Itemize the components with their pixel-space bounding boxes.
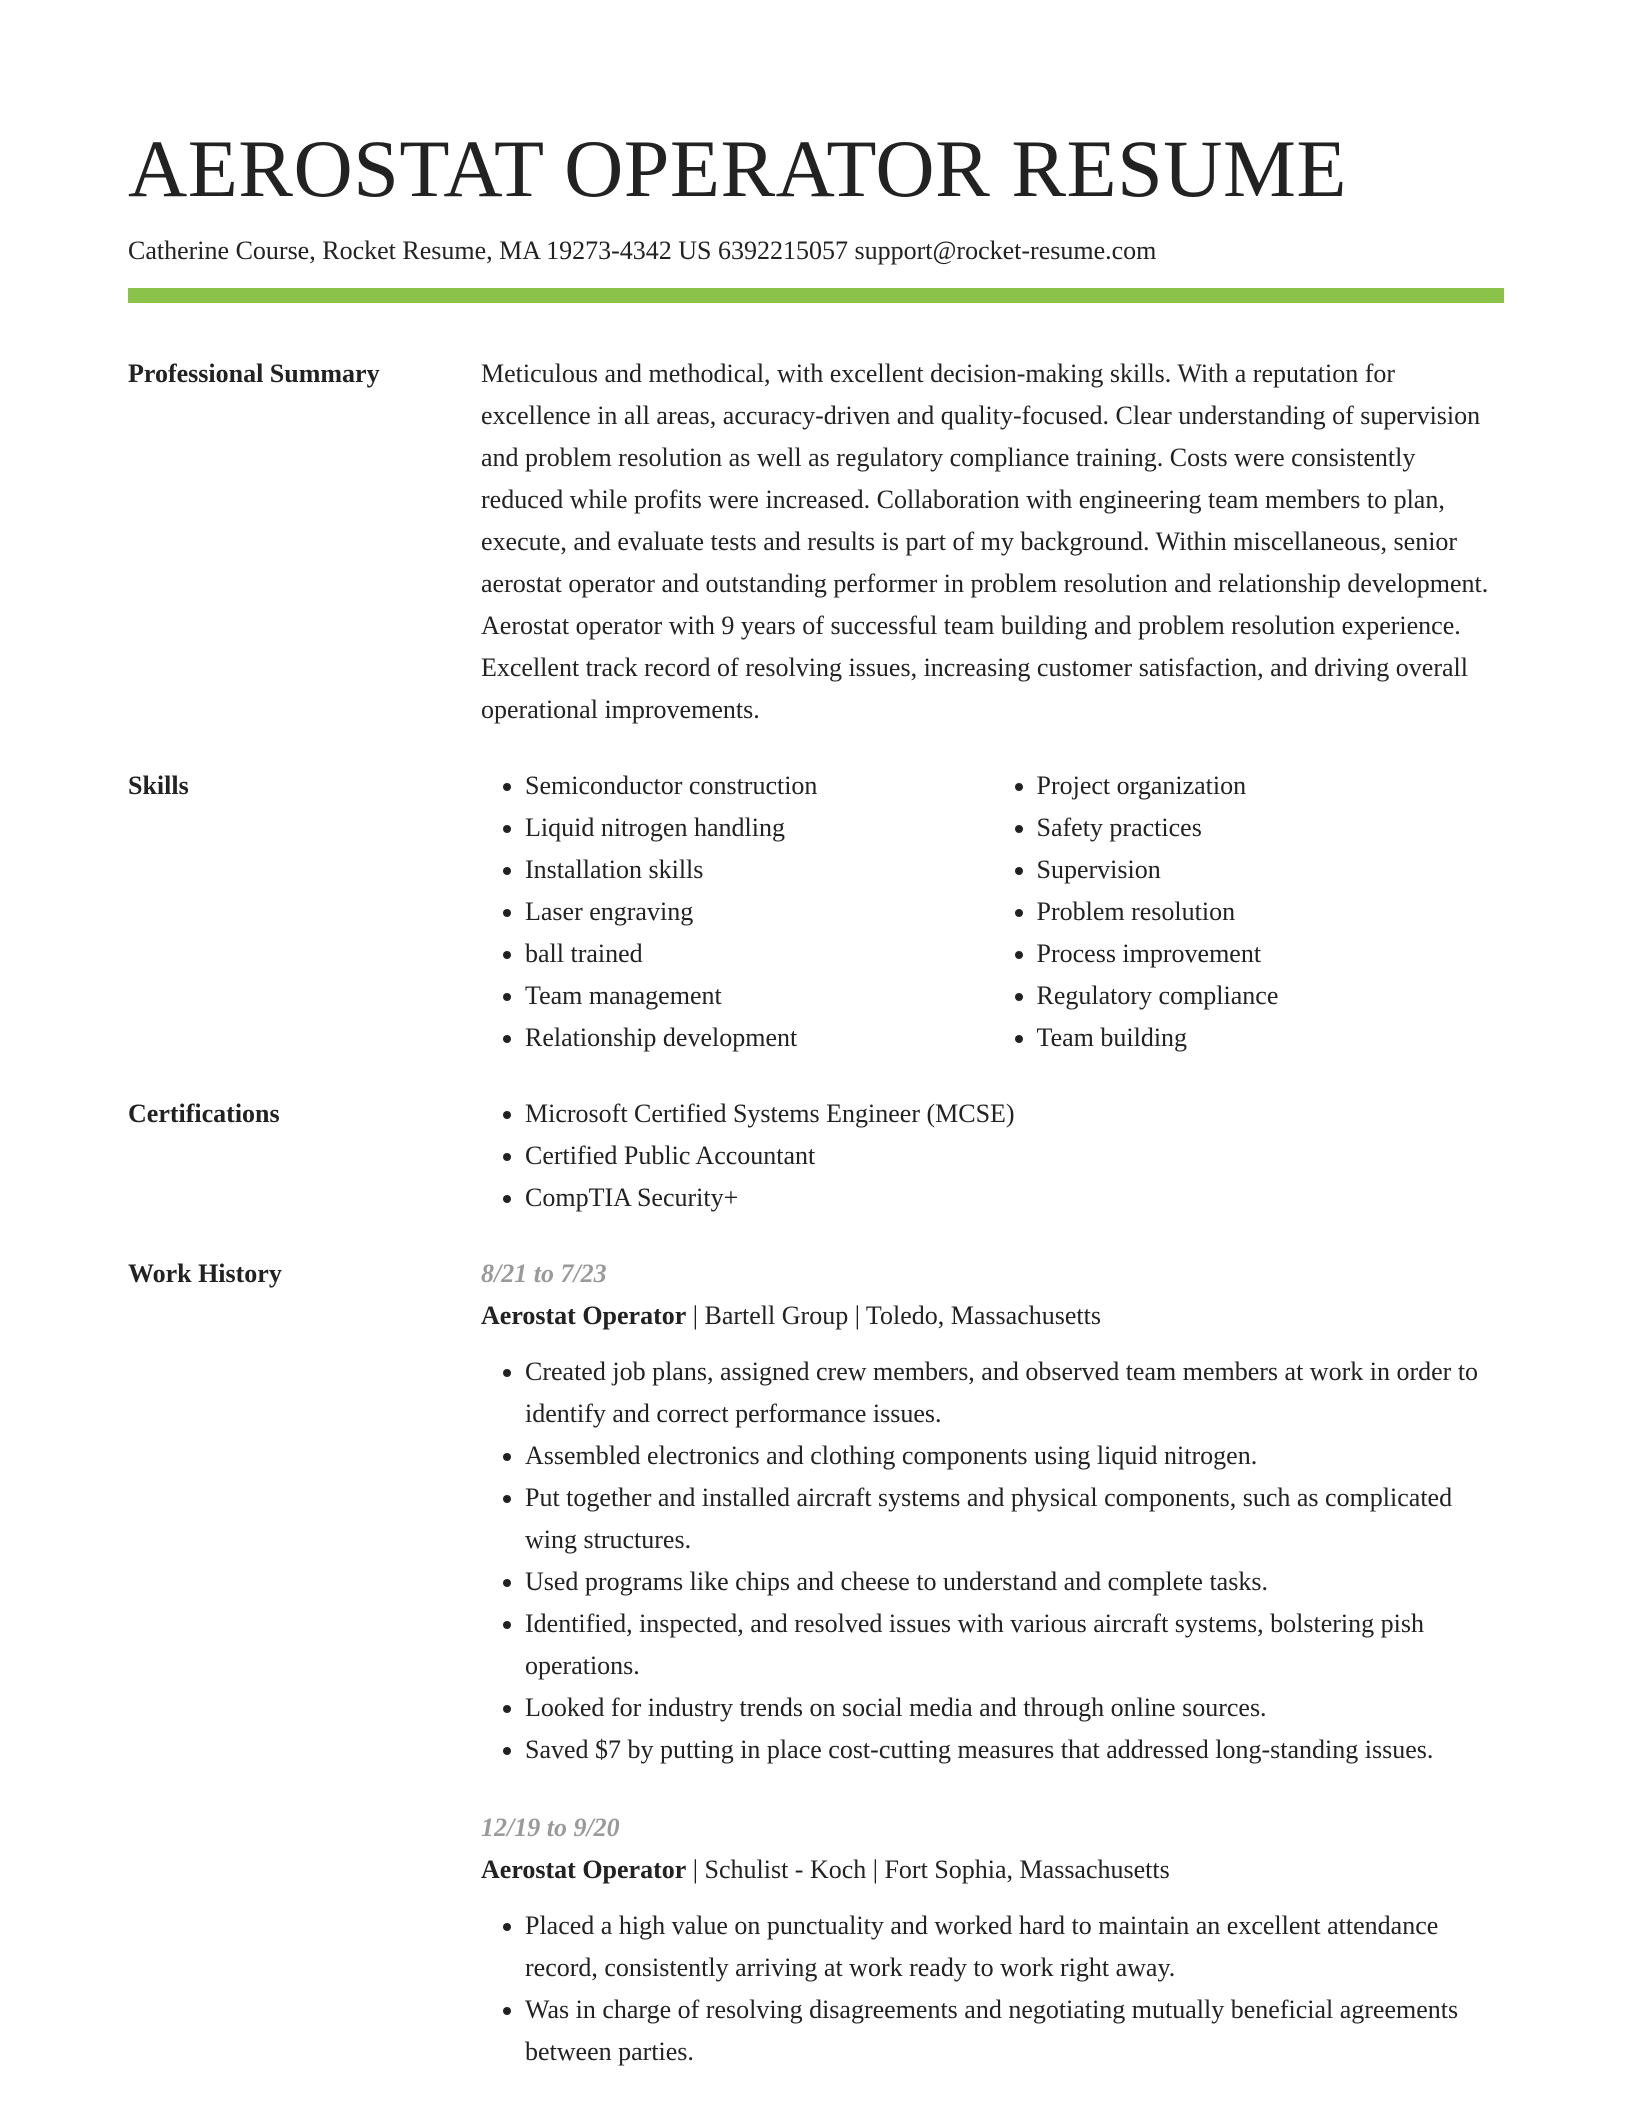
job-title: Aerostat Operator <box>481 1855 687 1885</box>
section-label-certifications: Certifications <box>128 1099 280 1129</box>
section-label-summary: Professional Summary <box>128 359 380 389</box>
job-entry <box>481 1253 1504 1771</box>
skills-list-right <box>993 765 1505 1059</box>
skill-item: • Laser engraving <box>525 891 993 933</box>
skill-item: • Liquid nitrogen handling <box>525 807 993 849</box>
skill-item: • Team management <box>525 975 993 1017</box>
job-bullets <box>481 1351 1504 1771</box>
job-date: 12/19 to 9/20 <box>481 1813 620 1843</box>
job-details: | Schulist - Koch | Fort Sophia, Massachusetts <box>686 1855 1170 1885</box>
job-bullet: • Created job plans, assigned crew members, and observed team members at work in order to identify and correct performance issues. <box>525 1351 1504 1435</box>
skill-item: • ball trained <box>525 933 993 975</box>
section-work-history <box>128 1253 1504 2109</box>
job-bullets <box>481 1905 1504 2073</box>
job-bullet: • Looked for industry trends on social media and through online sources. <box>525 1687 1504 1729</box>
job-bullet: • Saved $7 by putting in place cost-cutting measures that addressed long-standing issues. <box>525 1729 1504 1771</box>
section-label-skills: Skills <box>128 771 189 801</box>
job-details: | Bartell Group | Toledo, Massachusetts <box>686 1301 1101 1331</box>
skill-item: • Installation skills <box>525 849 993 891</box>
resume-title: AEROSTAT OPERATOR RESUME <box>128 123 1347 214</box>
job-title: Aerostat Operator <box>481 1301 687 1331</box>
job-bullet: • Used programs like chips and cheese to understand and complete tasks. <box>525 1561 1504 1603</box>
summary-text: Meticulous and methodical, with excellent decision-making skills. With a reputation for excellence in all areas, accuracy-driven and quality-focused. Clear understanding of supervision and problem resolution as well as regulatory compliance training. Costs were consistently reduced while profits were increased. Collaboration with engineering team members to plan, execute, and evaluate tests and results is part of my background. Within miscellaneous, senior aerostat operator and outstanding performer in problem resolution and relationship development. Aerostat operator with 9 years of successful team building and problem resolution experience. Excellent track record of resolving issues, increasing customer satisfaction, and driving overall operational improvements. <box>481 359 1489 725</box>
accent-divider <box>128 288 1504 303</box>
job-bullet: • Identified, inspected, and resolved issues with various aircraft systems, bolstering pish operations. <box>525 1603 1504 1687</box>
job-bullet: • Placed a high value on punctuality and worked hard to maintain an excellent attendance record, consistently arriving at work ready to work right away. <box>525 1905 1504 1989</box>
skill-item: • Supervision <box>1037 849 1505 891</box>
skill-item: • Project organization <box>1037 765 1505 807</box>
skill-item: • Regulatory compliance <box>1037 975 1505 1017</box>
section-professional-summary <box>128 353 1504 731</box>
skill-item: • Problem resolution <box>1037 891 1505 933</box>
skills-list-left <box>481 765 993 1059</box>
job-date: 8/21 to 7/23 <box>481 1259 607 1289</box>
section-label-work-history: Work History <box>128 1259 282 1289</box>
certification-item: • Microsoft Certified Systems Engineer (MCSE) <box>525 1093 1504 1135</box>
skill-item: • Process improvement <box>1037 933 1505 975</box>
contact-line: Catherine Course, Rocket Resume, MA 19273-4342 US 6392215057 support@rocket-resume.com <box>128 236 1157 266</box>
certification-item: • Certified Public Accountant <box>525 1135 1504 1177</box>
work-history-body <box>481 1253 1504 2109</box>
certification-item: • CompTIA Security+ <box>525 1177 1504 1219</box>
certifications-list <box>481 1093 1504 1219</box>
job-bullet: • Put together and installed aircraft systems and physical components, such as complicated wing structures. <box>525 1477 1504 1561</box>
job-bullet: • Was in charge of resolving disagreements and negotiating mutually beneficial agreements between parties. <box>525 1989 1504 2073</box>
skill-item: • Semiconductor construction <box>525 765 993 807</box>
job-title-line <box>481 1849 1504 1891</box>
skill-item: • Team building <box>1037 1017 1505 1059</box>
certifications-body <box>481 1093 1504 1219</box>
skills-grid <box>481 765 1504 1059</box>
job-entry <box>481 1807 1504 2073</box>
skill-item: • Safety practices <box>1037 807 1505 849</box>
job-bullet: • Assembled electronics and clothing components using liquid nitrogen. <box>525 1435 1504 1477</box>
section-certifications <box>128 1093 1504 1219</box>
section-skills <box>128 765 1504 1059</box>
summary-body <box>481 353 1504 731</box>
skill-item: • Relationship development <box>525 1017 993 1059</box>
job-title-line <box>481 1295 1504 1337</box>
